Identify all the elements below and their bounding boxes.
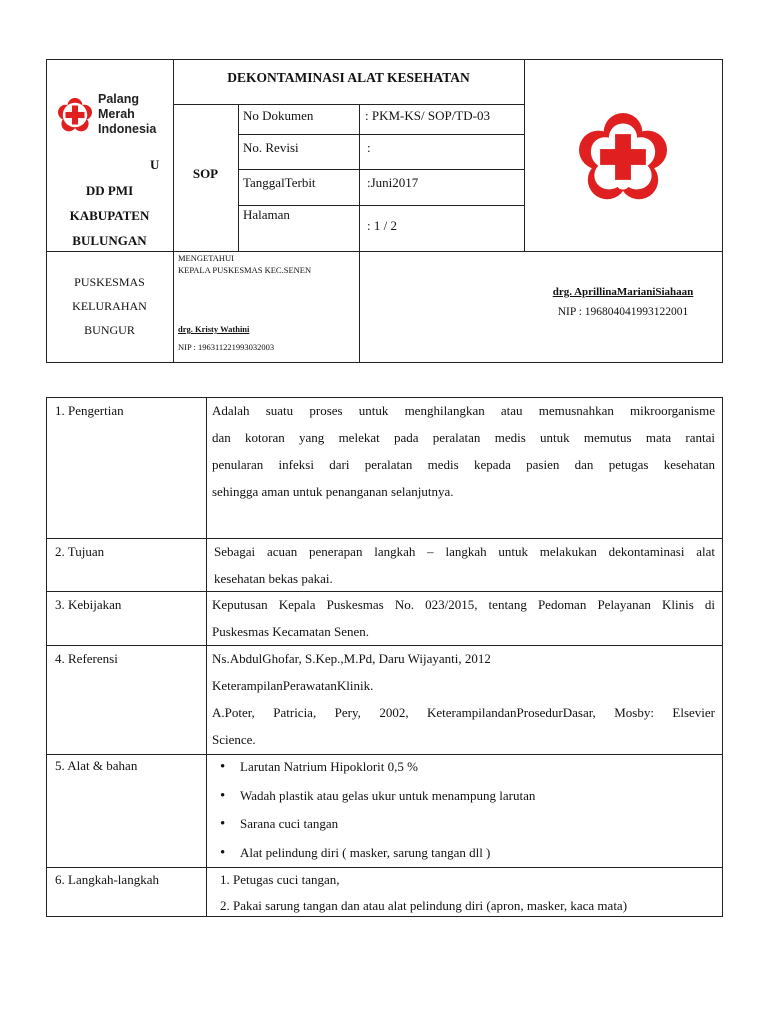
content-col-divider — [206, 397, 207, 917]
field-label-tanggal-terbit: TanggalTerbit — [243, 175, 316, 190]
header-title-underline — [173, 104, 525, 105]
field-value-no-revisi: : — [367, 140, 371, 155]
puskesmas-line-3: BUNGUR — [84, 323, 135, 337]
referensi-line-2: KeterampilanPerawatanKlinik. — [212, 678, 374, 693]
pmi-logo — [58, 92, 158, 142]
puskesmas-name — [46, 270, 173, 342]
document-title: DEKONTAMINASI ALAT KESEHATAN — [227, 70, 470, 85]
row-content-referensi — [212, 645, 715, 753]
header-field-line-1 — [238, 134, 525, 135]
sop-label: SOP — [192, 166, 219, 181]
list-item: • Sarana cuci tangan — [214, 810, 714, 839]
kepala-name: drg. Kristy Wathini — [178, 324, 250, 334]
row-content-langkah — [220, 867, 720, 919]
logo-text-line-1: Palang — [98, 92, 139, 106]
pmi-emblem-icon — [579, 113, 667, 201]
list-item: 2. Pakai sarung tangan dan atau alat pelindung diri (apron, masker, kaca mata) — [220, 898, 628, 913]
field-label-no-revisi: No. Revisi — [243, 140, 299, 155]
header-sop-divider — [238, 104, 239, 252]
header-field-line-2 — [238, 169, 525, 170]
kebijakan-line-2: Puskesmas Kecamatan Senen. — [212, 624, 370, 639]
org-name-block — [46, 178, 173, 253]
header-border-top — [46, 59, 723, 60]
mengetahui-line-2: KEPALA PUSKESMAS KEC.SENEN — [178, 265, 312, 275]
row-content-kebijakan — [212, 591, 715, 645]
pengertian-line-4: sehingga aman untuk penanganan selanjutnya. — [212, 484, 454, 499]
signer-nip: NIP : 196804041993122001 — [557, 306, 689, 318]
mengetahui-block — [178, 252, 311, 276]
list-item: 1. Petugas cuci tangan, — [220, 872, 340, 887]
row-label-langkah: 6. Langkah-langkah — [55, 872, 159, 887]
referensi-line-1: Ns.AbdulGhofar, S.Kep.,M.Pd, Daru Wijayanti, 2012 — [212, 651, 491, 666]
field-label-halaman: Halaman — [243, 207, 290, 222]
row-label-referensi: 4. Referensi — [55, 651, 118, 666]
logo-text-line-2: Merah — [98, 107, 135, 121]
row-label-tujuan: 2. Tujuan — [55, 544, 105, 559]
row-label-kebijakan: 3. Kebijakan — [55, 597, 122, 612]
pengertian-line-2: dan kotoran yang melekat pada peralatan medis untuk memutus mata rantai — [212, 430, 715, 445]
pengertian-line-1: Adalah suatu proses untuk menghilangkan atau memusnahkan mikroorganisme — [212, 403, 715, 418]
row-label-alat-bahan: 5. Alat & bahan — [55, 758, 138, 773]
field-value-no-dokumen: : PKM-KS/ SOP/TD-03 — [365, 108, 490, 123]
list-item: • Larutan Natrium Hipoklorit 0,5 % — [214, 753, 714, 782]
kebijakan-line-1: Keputusan Kepala Puskesmas No. 023/2015, tentang Pedoman Pelayanan Klinis di — [212, 597, 715, 612]
pmi-flower-icon — [58, 98, 92, 132]
field-label-no-dokumen: No Dokumen — [243, 108, 314, 123]
tujuan-line-1: Sebagai acuan penerapan langkah – langkah untuk melakukan dekontaminasi alat — [214, 544, 715, 559]
kepala-nip: NIP : 196311221993032003 — [178, 342, 275, 352]
signer-name: drg. AprillinaMarianiSiahaan — [552, 286, 694, 298]
field-value-tanggal-terbit: :Juni2017 — [367, 175, 419, 190]
puskesmas-line-2: KELURAHAN — [72, 299, 147, 313]
mengetahui-line-1: MENGETAHUI — [178, 253, 234, 263]
org-name-line-2: KABUPATEN — [69, 208, 150, 223]
tujuan-line-2: kesehatan bekas pakai. — [214, 571, 333, 586]
row-label-pengertian: 1. Pengertian — [55, 403, 124, 418]
logo-text — [98, 92, 156, 137]
content-border-left — [46, 397, 47, 917]
referensi-line-4: Science. — [212, 732, 256, 747]
row-content-tujuan — [214, 538, 715, 592]
org-name-u: U — [150, 157, 160, 172]
puskesmas-line-1: PUSKESMAS — [74, 275, 145, 289]
row-content-alat-bahan — [214, 753, 714, 867]
list-item: • Alat pelindung diri ( masker, sarung tangan dll ) — [214, 839, 714, 868]
langkah-list — [220, 867, 720, 919]
header-border-right — [722, 59, 723, 363]
header-field-line-3 — [238, 205, 525, 206]
alat-bahan-list — [214, 753, 714, 867]
header-value-divider — [359, 104, 360, 363]
list-item: • Wadah plastik atau gelas ukur untuk menampung larutan — [214, 782, 714, 811]
row-content-pengertian — [212, 397, 715, 505]
org-name-line-3: BULUNGAN — [72, 233, 147, 248]
field-value-halaman: : 1 / 2 — [367, 218, 397, 233]
header-col3-divider — [524, 59, 525, 252]
referensi-line-3: A.Poter, Patricia, Pery, 2002, KeterampilandanProsedurDasar, Mosby: Elsevier — [212, 705, 715, 720]
content-border-right — [722, 397, 723, 917]
pengertian-line-3: penularan infeksi dari peralatan medis kepada pasien dan petugas kesehatan — [212, 457, 715, 472]
org-name-line-1: DD PMI — [85, 183, 134, 198]
header-border-bottom — [46, 362, 723, 363]
logo-text-line-3: Indonesia — [98, 122, 157, 136]
